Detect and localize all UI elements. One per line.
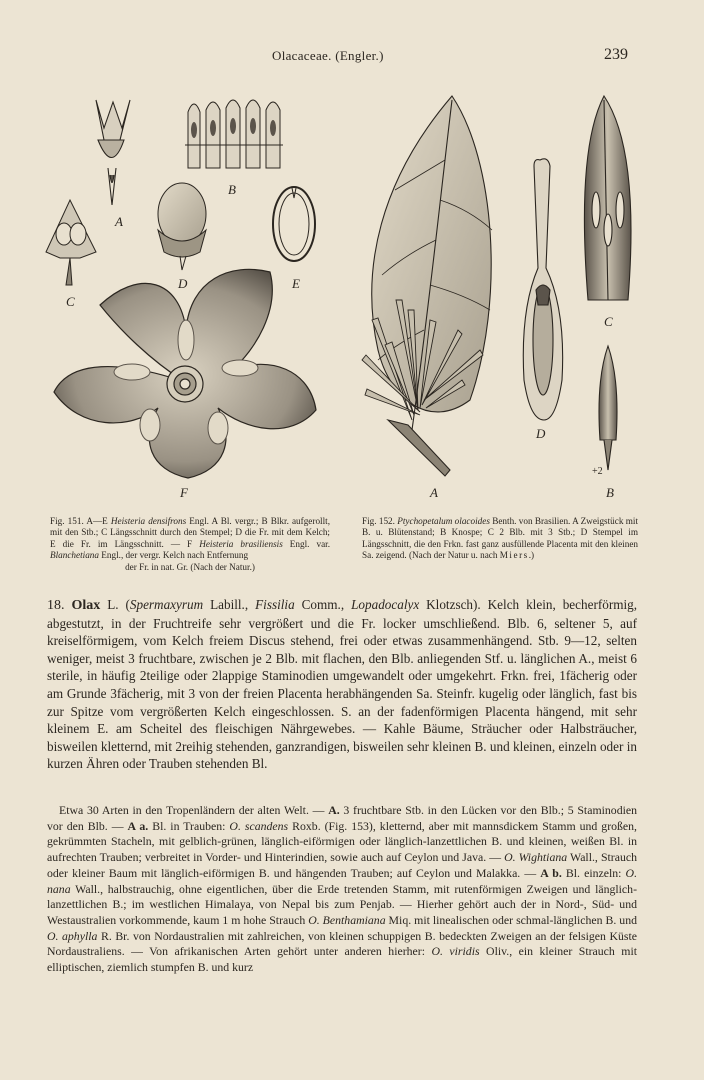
fig151-label-b: B <box>228 182 236 197</box>
species-scandens: O. scandens <box>229 818 289 833</box>
species-text-7: Wall., halbstrauchig, ohne eigentlichen, über die Erde tretenden Stamm, mit rutenförmigen Zweigen und länglich-lanzettlichen B.; im westlichen Himalaya, von Nepal bis zum Penjab. — Hierher gehört auch der in Nord-, Süd- und Westaustralien vorkommende, kaum 1 m hohe Strauch <box>47 881 637 927</box>
fig151-species-2: Heisteria brasiliensis <box>199 538 283 549</box>
species-text-8: Miq. mit linealischen oder schmal-länglichen B. und <box>385 912 637 927</box>
fig151-text-3: Engl. var. <box>282 538 330 549</box>
fig151-species-1: Heisteria densifrons <box>110 516 187 526</box>
fig152-d-pistil <box>523 159 562 420</box>
fig152-label-b: B <box>606 485 614 500</box>
figures-illustration <box>0 0 704 510</box>
fig151-last-line: der Fr. in nat. Gr. (Nach der Natur.) <box>125 561 255 572</box>
genus-description <box>47 596 637 773</box>
fig151-label-a: A <box>115 214 123 229</box>
fig151-label-e: E <box>292 276 300 291</box>
fig151-label-f: F <box>180 485 188 500</box>
figure-151-caption <box>50 516 330 573</box>
synonym-1-author: Labill., <box>203 597 256 612</box>
species-nana: O. nana <box>47 865 638 896</box>
fig152-number: Fig. 152. <box>362 516 395 526</box>
genus-text: Kelch klein, becherförmig, abgestutzt, in der Fruchtreife sehr vergrößert und die Fr. locker umschließend. Blb. 6, seltener 5, auf kreiselförmigem, vom Kelch freiem Discus stehend, frei oder etwas zusammenhängend. Stb. 9—12, selten weniger, meist 3 fruchtbare, zwischen je 2 Blb. mit flachen, den Blb. anliegenden Stf. u. länglichen A., meist 6 sterile, in häufig 2teilige oder 2lappige Staminodien umgewandelt oder umgekehrt. Frkn. frei, 1fächerig oder am Grunde 3fächerig, mit 3 von der freien Placenta herabhängenden Sa. Steinfr. kugelig oder länglich, fast bis zur Spitze vom vergrößerten Kelch eingeschlossen. S. an der fadenförmigen Placenta hängend, mit sehr kleinem E. am Scheitel des fleischigen Nährgewebes. — Kahle Bäume, Sträucher oder Halbsträucher, bisweilen kletternd, mit 2reihig stehenden, ganzrandigen, bisweilen sehr kleinen B. und kleinen, einzeln oder in kurzen Ähren oder Trauben stehenden Bl. <box>47 597 638 772</box>
fig152-species: Ptychopetalum olacoides <box>397 516 490 526</box>
fig152-label-a: A <box>430 485 438 500</box>
fig152-c-petals <box>584 96 631 300</box>
species-text-6: Bl. einzeln: <box>561 865 626 880</box>
fig151-text-2: Engl. A Bl. vergr.; B Blkr. aufgerollt, mit den Stb.; C Längsschnitt durch den Stempel; D die Fr. mit dem Kelch; E die Fr. im Längsschnitt. — F <box>50 516 330 549</box>
fig151-text-4: Engl., der vergr. Kelch nach Entfernung <box>99 550 249 561</box>
fig152-a-branch <box>362 96 492 476</box>
section-a: A. <box>328 803 340 817</box>
species-text-5: Wall., Strauch oder kleiner Baum mit länglich-eiförmigen B. und hängenden Trauben; auf Ceylon und Malakka. — <box>47 850 637 880</box>
genus-number: 18. <box>47 598 65 613</box>
species-text-3: Bl. in Trauben: <box>148 818 230 833</box>
section-ab: A b. <box>540 865 562 880</box>
species-aphylla: O. aphylla <box>47 928 98 943</box>
fig152-label-c: C <box>604 314 613 329</box>
fig152-text-2: Benth. von Brasilien. A Zweigstück mit B. u. Blütenstand; B Knospe; C 2 Blb. mit 3 Stb.; D Stempel im Längsschnitt, die den Frkn. fast ganz ausfüllende Placenta mit den kleinen Sa. zeigend. (Nach der Natur u. nach <box>362 516 638 561</box>
genus-name: Olax <box>71 598 101 613</box>
fig152-scale-mark: +2 <box>592 466 603 477</box>
figure-152-caption <box>362 516 638 562</box>
fig152-text-3: .) <box>528 550 535 561</box>
header-title: Olacaceae. (Engler.) <box>272 48 384 63</box>
fig151-text-1: A—E <box>83 516 111 526</box>
fig151-label-c: C <box>66 294 75 309</box>
species-text-1: Etwa 30 Arten in den Tropenländern der alten Welt. — <box>59 803 329 817</box>
fig151-b-corolla <box>185 100 283 168</box>
species-wightiana: O. Wightiana <box>504 850 568 865</box>
section-aa: A a. <box>127 818 149 833</box>
fig151-a-flower <box>96 100 130 205</box>
synonym-3-author: Klotzsch). <box>419 597 481 612</box>
species-text-10: Oliv., ein kleiner Strauch mit elliptischen, ziemlich stumpfen B. und kurz <box>47 944 638 975</box>
fig152-label-d: D <box>536 426 546 441</box>
fig151-number: Fig. 151. <box>50 516 84 526</box>
fig152-b-bud <box>599 346 617 470</box>
fig152-author: Miers <box>499 550 529 561</box>
synonym-1: Spermaxyrum <box>129 597 204 612</box>
synonym-2-author: Comm., <box>294 597 352 612</box>
species-viridis: O. viridis <box>431 944 480 959</box>
fig151-label-d: D <box>178 276 188 291</box>
synonym-2: Fissilia <box>255 597 295 612</box>
fig151-f-calyx <box>54 269 316 478</box>
page-number: 239 <box>604 46 628 63</box>
species-benthamiana: O. Benthamiana <box>308 912 386 927</box>
fig151-c-section <box>46 200 96 285</box>
species-text-9: R. Br. von Nordaustralien mit zahlreichen, von kleinen schuppigen B. bedeckten Zweigen an der felsigen Küste Nordaustraliens. — Von afrikanischen Arten gehört unter anderen hierher: <box>47 928 637 959</box>
synonym-3: Lopadocalyx <box>351 597 420 612</box>
genus-author: L. ( <box>107 597 130 612</box>
species-text-2: 3 fruchtbare Stb. in den Lücken vor den Blb.; 5 Staminodien vor den Blb. — <box>47 803 638 833</box>
fig151-e-section <box>273 187 315 261</box>
fig151-variety: Blanchetiana <box>50 550 99 561</box>
species-text-4: Roxb. (Fig. 153), kletternd, aber mit mannsdickem Stamm und großen, gekrümmten Stacheln, mit gelblich-grünen, länglich-eiförmigen oder länglich-lanzettlichen B. und kleinen, weißen Bl. in aufrechten Trauben; verbreitet in Vorder- und Hinterindien, sowie auch auf Ceylon und Java. — <box>47 818 637 865</box>
fig151-d-fruit <box>158 183 206 270</box>
species-paragraph <box>47 803 637 976</box>
